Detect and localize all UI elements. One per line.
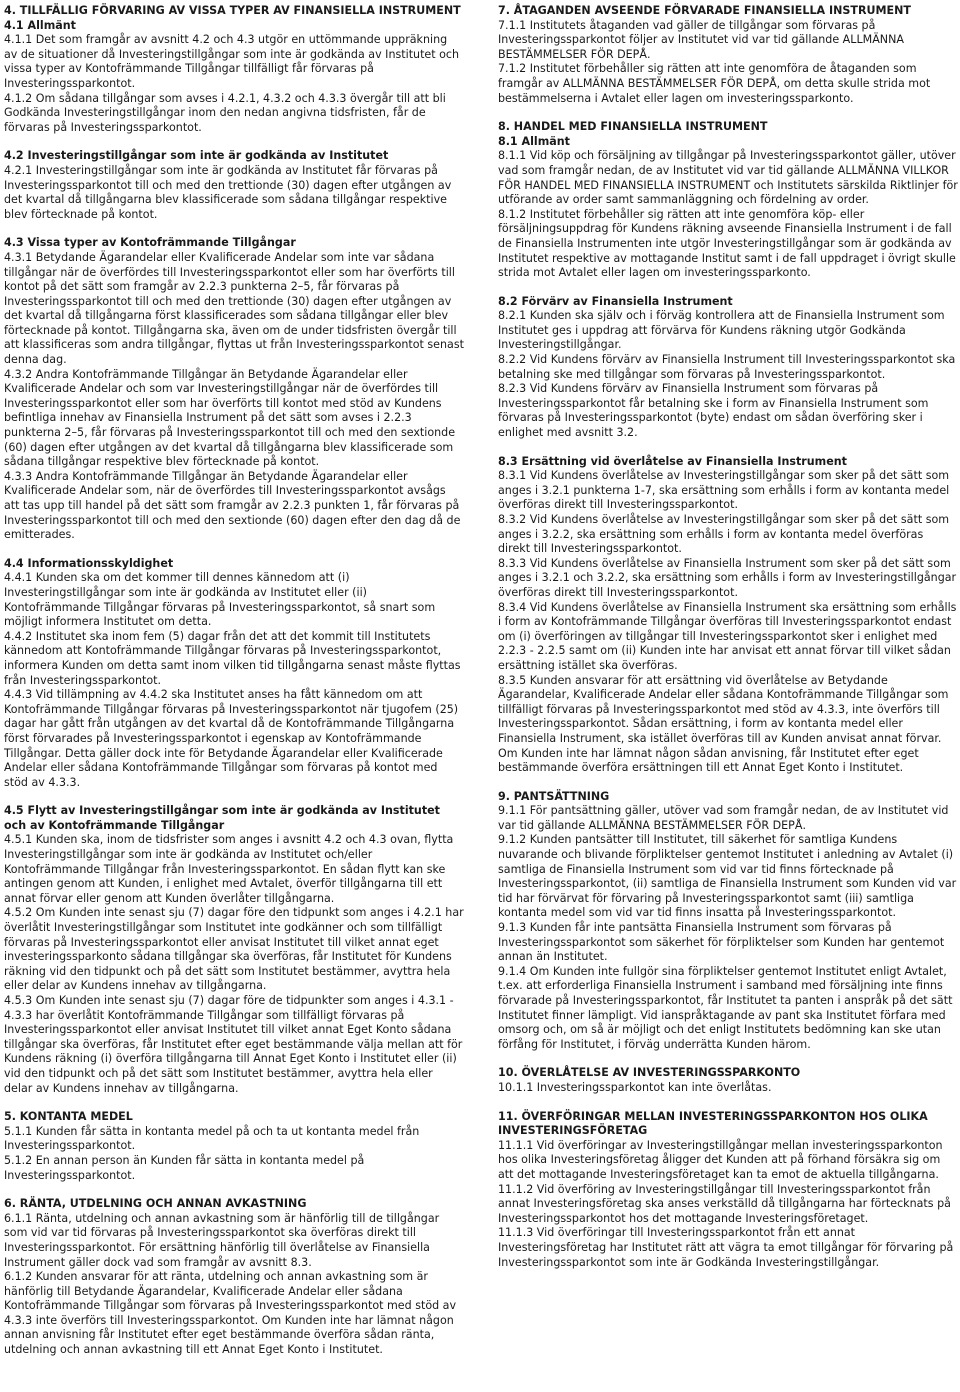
clause-9-1-4: 9.1.4 Om Kunden inte fullgör sina förpliktelser gentemot Institutet enligt Avtalet, t.ex. att erforderliga Finansiella Instrument i samband med försäljning inte finns förvarade på Investeringssparkontot, får Institutet ta panten i anspråk på det sätt Institutet finner lämpligt. Vid ianspråktagande av pant ska Institutet förfara med omsorg och, om så är möjligt och det enligt Institutets bedömning kan ske utan förfång för Institutet, i förväg underrätta Kunden härom. <box>498 964 953 1051</box>
clause-4-3-2: 4.3.2 Andra Kontofrämmande Tillgångar än Betydande Ägarandelar eller Kvalificerade Andelar och som var Investeringstillgångar när de överfördes till Investeringssparkontot eller som har överförts till kontot med stöd av Kundens befintliga innehav av Finansiella Instrument på det sätt som avses i 2.2.3 punkterna 2–5, får förvaras på Investeringssparkontot till och med den sextionde (60) dagen efter utgången av det kvartal då tillgångarna blev klassificerade som sådana tillgångar respektive blev förtecknade på kontot. <box>4 367 456 469</box>
clause-4-5-2: 4.5.2 Om Kunden inte senast sju (7) dagar före den tidpunkt som anges i 4.2.1 har överlåtit Investeringstillgångar som Institutet inte godkänner och som tillfälligt förvaras på Investeringssparkontot eller anvisat Institutet till vilket annat eget investeringssparkonto sådana tillgångar ska överföras, får Institutet för Kundens räkning vid den tidpunkt och på det sätt som Institutet bestämmer, avyttra hela eller delar av Kundens innehav av tillgångarna. <box>4 906 464 993</box>
clause-4-1-2: 4.1.2 Om sådana tillgångar som avses i 4.2.1, 4.3.2 och 4.3.3 övergår till att bli Godkända Investeringstillgångar inom den nedan angivna tidsfristen, får de förvaras på Investeringssparkontot. <box>4 91 446 134</box>
clause-9-1-3: 9.1.3 Kunden får inte pantsätta Finansiella Instrument som förvaras på Investeringssparkontot som säkerhet för förpliktelser som Kunden har gentemot annan än Institutet. <box>498 921 945 964</box>
clause-11-1-1: 11.1.1 Vid överföringar av Investeringstillgångar mellan investeringssparkonton hos olika Investeringsföretag åligger det Kunden att på förhand försäkra sig om att det mottagande Investeringsföretaget kan ta emot de aktuella tillgångarna. <box>498 1138 943 1181</box>
section-6-heading: 6. RÄNTA, UTDELNING OCH ANNAN AVKASTNING <box>4 1197 307 1211</box>
section-4-5-heading: 4.5 Flytt av Investeringstillgångar som inte är godkända av Institutet och av Kontofrämmande Tillgångar <box>4 804 440 832</box>
clause-8-3-3: 8.3.3 Vid Kundens överlåtelse av Finansiella Instrument som sker på det sätt som anges i 3.2.1 och 3.2.2, ska ersättning som erhålls i form av Investeringstillgångar överföras direkt till Investeringssparkontot. <box>498 556 957 599</box>
clause-8-3-2: 8.3.2 Vid Kundens överlåtelse av Investeringstillgångar som sker på det sätt som anges i 3.2.2, ska ersättning som erhålls i form av kontanta medel överföras direkt till Investeringssparkontot. <box>498 513 950 556</box>
clause-4-4-1: 4.4.1 Kunden ska om det kommer till dennes kännedom att (i) Investeringstillgångar som inte är godkända av Institutet eller (ii) Kontofrämmande Tillgångar förvaras på Investeringssparkontot, så snart som möjligt informera Institutet om detta. <box>4 571 436 629</box>
clause-8-3-1: 8.3.1 Vid Kundens överlåtelse av Investeringstillgångar som sker på det sätt som anges i 3.2.1 punkterna 1-7, ska ersättning som erhålls i form av kontanta medel överföras direkt till Investeringssparkontot. <box>498 469 950 512</box>
section-11-heading: 11. ÖVERFÖRINGAR MELLAN INVESTERINGSSPARKONTON HOS OLIKA INVESTERINGSFÖRETAG <box>498 1109 928 1138</box>
section-8-heading: 8. HANDEL MED FINANSIELLA INSTRUMENT <box>498 120 768 134</box>
clause-6-1-2: 6.1.2 Kunden ansvarar för att ränta, utdelning och annan avkastning som är hänförlig till Betydande Ägarandelar, Kvalificerade Andelar eller sådana Kontofrämmande Tillgångar som förvaras på Investeringssparkontot med stöd av 4.3.3 inte överförs till Investeringssparkontot. Om Kunden inte har lämnat någon annan anvisning får Institutet efter eget bestämmande överföra sådan ränta, utdelning och annan avkastning till ett Annat Eget Konto i Institutet. <box>4 1270 457 1357</box>
clause-4-2-1: 4.2.1 Investeringstillgångar som inte är godkända av Institutet får förvaras på Investeringssparkontot till och med den trettionde (30) dagen efter utgången av det kvartal då tillgångarna blev klassificerade som sådana tillgångar respektive blev förtecknade på kontot. <box>4 163 452 221</box>
clause-4-3-3: 4.3.3 Andra Kontofrämmande Tillgångar än Betydande Ägarandelar eller Kvalificerade Andelar som, när de överfördes till Investeringssparkontot avsågs att tas upp till handel på det sätt som framgår av 2.2.3 punkten 1, får förvaras på Investeringssparkontot till och med den sextionde (60) dagen efter den dag då de emitterades. <box>4 469 461 542</box>
clause-5-1-2: 5.1.2 En annan person än Kunden får sätta in kontanta medel på Investeringssparkontot. <box>4 1153 365 1182</box>
clause-9-1-2: 9.1.2 Kunden pantsätter till Institutet, till säkerhet för samtliga Kundens nuvarande och blivande förpliktelser gentemot Institutet i anledning av Avtalet (i) samtliga de Finansiella Instrument som vid var tid finns förtecknade på Investeringssparkontot, (ii) samtliga de Finansiella Instrument som Kunden vid var tid har förvärvat för förvaring på Investeringssparkontot samt (iii) samtliga kontanta medel som vid var tid finns insatta på Investeringssparkontot. <box>498 833 957 920</box>
section-5-heading: 5. KONTANTA MEDEL <box>4 1110 133 1124</box>
clause-7-1-2: 7.1.2 Institutet förbehåller sig rätten att inte genomföra de åtaganden som framgår av ALLMÄNNA BESTÄMMELSER FÖR DEPÅ, om detta skulle strida mot bestämmelserna i Avtalet eller lagen om investeringssparkonto. <box>498 62 931 105</box>
clause-4-4-3: 4.4.3 Vid tillämpning av 4.4.2 ska Institutet anses ha fått kännedom om att Kontofrämmande Tillgångar förvaras på Investeringssparkontot när tjugofem (25) dagar har gått från utgången av det kvartal då de Kontofrämmande Tillgångarna först förvarades på Investeringssparkontot i egenskap av Kontofrämmande Tillgångar. Detta gäller dock inte för Betydande Ägarandelar eller Kvalificerade Andelar eller sådana Kontofrämmande Tillgångar som förvaras på kontot med stöd av 4.3.3. <box>4 688 459 789</box>
clause-4-5-1: 4.5.1 Kunden ska, inom de tidsfrister som anges i avsnitt 4.2 och 4.3 ovan, flytta Investeringstillgångar som inte är godkända av Institutet och/eller Kontofrämmande Tillgångar från Investeringssparkontot. En sådan flytt kan ske antingen genom att Kunden, i enlighet med Avtalet, överför tillgångarna till ett annat förvar eller genom att Kunden överlåter tillgångarna. <box>4 833 454 905</box>
clause-8-2-2: 8.2.2 Vid Kundens förvärv av Finansiella Instrument till Investeringssparkontot ska betalning ske med tillgångar som förvaras på Investeringssparkontot. <box>498 353 956 381</box>
section-4-heading: 4. TILLFÄLLIG FÖRVARING AV VISSA TYPER AV FINANSIELLA INSTRUMENT <box>4 4 461 17</box>
clause-4-4-2: 4.4.2 Institutet ska inom fem (5) dagar från det att det kommit till Institutets kännedom att Kontofrämmande Tillgångar förvaras på Investeringssparkontot, informera Kunden om detta samt inom vilken tid tillgångarna senast måste flyttas från Investeringssparkontot. <box>4 629 461 687</box>
section-9-heading: 9. PANTSÄTTNING <box>498 789 610 803</box>
clause-10-1-1: 10.1.1 Investeringssparkontot kan inte överlåtas. <box>498 1080 772 1094</box>
clause-8-1-1: 8.1.1 Vid köp och försäljning av tillgångar på Investeringssparkontot gäller, utöver vad som framgår nedan, de av Institutet vid var tid gällande ALLMÄNNA VILLKOR FÖR HANDEL MED FINANSIELLA INSTRUMENT och Institutets särskilda Riktlinjer för utförande av order samt sammanläggning och fördelning av order. <box>498 149 958 207</box>
section-4-3-heading: 4.3 Vissa typer av Kontofrämmande Tillgångar <box>4 236 296 250</box>
clause-4-1-1: 4.1.1 Det som framgår av avsnitt 4.2 och 4.3 utgör en uttömmande uppräkning av de situationer då Investeringstillgångar som inte är godkända av Institutet och vissa typer av Kontofrämmande Tillgångar tillfälligt får förvaras på Investeringssparkontot. <box>4 33 460 90</box>
section-8-1-heading: 8.1 Allmänt <box>498 134 570 148</box>
section-7-heading: 7. ÅTAGANDEN AVSEENDE FÖRVARADE FINANSIELLA INSTRUMENT <box>498 4 911 17</box>
clause-8-1-2: 8.1.2 Institutet förbehåller sig rätten att inte genomföra köp- eller försäljningsuppdrag för Kundens räkning avseende Finansiella Instrument i de fall de Finansiella Instrumenten inte utgör Investeringstillgångar som är godkända av Institutet respektive av mottagande Institut samt i de fall uppdraget i övrigt skulle strida mot Avtalet eller lagen om investeringssparkonto. <box>498 207 956 280</box>
clause-4-3-1: 4.3.1 Betydande Ägarandelar eller Kvalificerade Andelar som inte var sådana tillgångar när de överfördes till Investeringssparkontot eller som har överförts till kontot på det sätt som framgår av 2.2.3 punkterna 2–5, får förvaras på Investeringssparkontot till och med den trettionde (30) dagen efter utgången av det kvartal då tillgångarna först klassificerades som sådana tillgångar eller blev förtecknade på kontot. Tillgångarna ska, även om de under tidsfristen övergår till att klassificeras som andra tillgångar, flyttas ut från Investeringssparkontot senast denna dag. <box>4 250 464 367</box>
clause-8-3-4: 8.3.4 Vid Kundens överlåtelse av Finansiella Instrument ska ersättning som erhålls i form av Kontofrämmande Tillgångar överföras till Investeringssparkontot endast om (i) överföringen av tillgångar till Investeringssparkontot sker i enlighet med 2.2.3 - 2.2.5 samt om (ii) Kunden inte har anvisat ett annat förvar till vilket sådan ersättning istället ska överföras. <box>498 600 957 672</box>
section-4-4-heading: 4.4 Informationsskyldighet <box>4 556 174 570</box>
clause-8-2-3: 8.2.3 Vid Kundens förvärv av Finansiella Instrument som förvaras på Investeringssparkontot får betalning ske i form av Finansiella Instrument som förvaras på Investeringssparkontot (byte) endast om sådan överföring sker i enlighet med avsnitt 3.2. <box>498 382 929 440</box>
clause-6-1-1: 6.1.1 Ränta, utdelning och annan avkastning som är hänförlig till de tillgångar som vid var tid förvaras på Investeringssparkontot ska överföras direkt till Investeringssparkontot. För ersättning hänförlig till överlåtelse av Finansiella Instrument gäller dock vad som framgår av avsnitt 8.3. <box>4 1211 440 1269</box>
section-10-heading: 10. ÖVERLÅTELSE AV INVESTERINGSSPARKONTO <box>498 1066 801 1080</box>
left-column <box>4 4 464 1358</box>
clause-8-3-5: 8.3.5 Kunden ansvarar för att ersättning vid överlåtelse av Betydande Ägarandelar, Kvalificerade Andelar eller sådana Kontofrämmande Tillgångar som tillfälligt förvaras på Investeringssparkontot med stöd av 4.3.3, inte överförs till Investeringssparkontot. Sådan ersättning, i form av kontanta medel eller Finansiella Instrument, ska istället överföras till av Kunden anvisat annat förvar. Om Kunden inte har lämnat någon sådan anvisning, får Institutet efter eget bestämmande överföra ersättningen till ett Annat Eget Konto i Institutet. <box>498 673 949 775</box>
clause-11-1-3: 11.1.3 Vid överföringar till Investeringssparkontot från ett annat Investeringsföretag har Institutet rätt att vägra ta emot tillgångar för förvaring på Investeringssparkontot som inte är Godkända Investeringstillgångar. <box>498 1226 954 1269</box>
clause-5-1-1: 5.1.1 Kunden får sätta in kontanta medel på och ta ut kontanta medel från Investeringssparkontot. <box>4 1124 420 1153</box>
clause-11-1-2: 11.1.2 Vid överföring av Investeringstillgångar till Investeringssparkontot från annat Investeringsföretag ska anses verkställd då tillgångarna har förtecknats på Investeringssparkontot hos det mottagande Investeringsföretaget. <box>498 1182 951 1225</box>
clause-9-1-1: 9.1.1 För pantsättning gäller, utöver vad som framgår nedan, de av Institutet vid var tid gällande ALLMÄNNA BESTÄMMELSER FÖR DEPÅ. <box>498 804 949 832</box>
section-8-3-heading: 8.3 Ersättning vid överlåtelse av Finansiella Instrument <box>498 454 847 468</box>
clause-7-1-1: 7.1.1 Institutets åtaganden vad gäller de tillgångar som förvaras på Investeringssparkontot följer av Institutet vid var tid gällande ALLMÄNNA BESTÄMMELSER FÖR DEPÅ. <box>498 18 904 61</box>
section-4-1-heading: 4.1 Allmänt <box>4 18 76 32</box>
right-column <box>498 4 958 1270</box>
clause-4-5-3: 4.5.3 Om Kunden inte senast sju (7) dagar före de tidpunkter som anges i 4.3.1 - 4.3.3 har överlåtit Kontofrämmande Tillgångar som tillfälligt förvaras på Investeringssparkontot eller anvisat Institutet till vilket annat Eget Konto sådana tillgångar ska överföras, får Institutet efter eget bestämmande välja mellan att för Kundens räkning (i) överföra tillgångarna till Annat Eget Konto i Institutet eller (ii) vid den tidpunkt och på det sätt som Institutet bestämmer, avyttra hela eller delar av Kundens innehav av tillgångarna. <box>4 994 463 1095</box>
section-8-2-heading: 8.2 Förvärv av Finansiella Instrument <box>498 294 733 308</box>
section-4-2-heading: 4.2 Investeringstillgångar som inte är godkända av Institutet <box>4 149 389 163</box>
clause-8-2-1: 8.2.1 Kunden ska själv och i förväg kontrollera att de Finansiella Instrument som Institutet ges i uppdrag att förvärva för Kundens räkning utgör Godkända Investeringstillgångar. <box>498 309 945 352</box>
